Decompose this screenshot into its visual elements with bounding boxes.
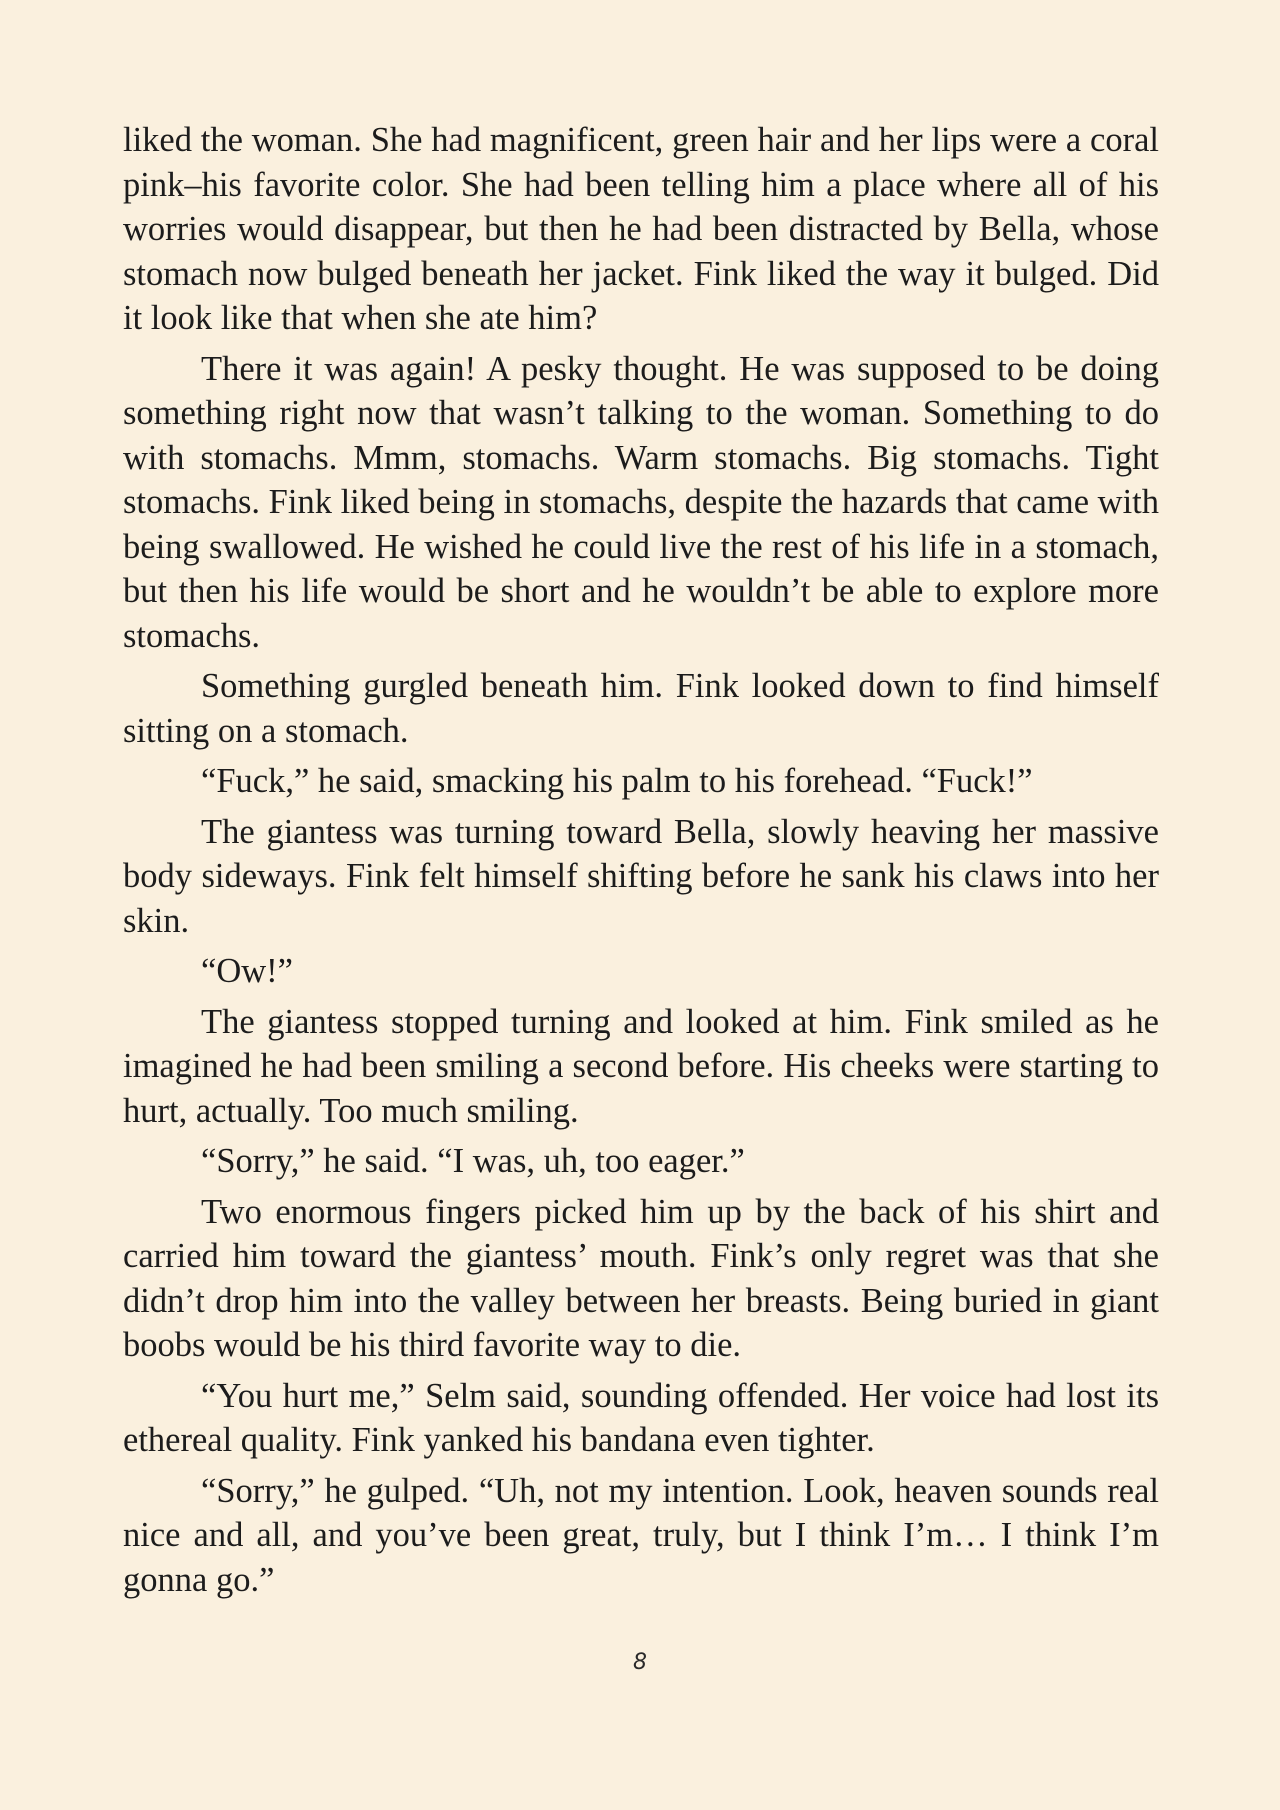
page-number: 8 — [633, 1650, 647, 1675]
paragraph: Something gurgled beneath him. Fink looked down to find himself sitting on a stomach. — [123, 667, 1159, 750]
paragraph: “Ow!” — [201, 952, 293, 990]
paragraph: liked the woman. She had magnificent, green hair and her lips were a coral pink–his favorite color. She had been telling him a place where all of his worries would disappear, but then he had been distracted by Bella, whose stomach now bulged beneath her jacket. Fink liked the way it bulged. Did it look like that when she ate him? — [123, 121, 1159, 337]
paragraph: The giantess was turning toward Bella, slowly heaving her massive body sideways. Fink felt himself shifting before he sank his claws into her skin. — [123, 812, 1159, 940]
page-body — [123, 118, 1159, 1608]
paragraph: “Sorry,” he said. “I was, uh, too eager.” — [201, 1142, 745, 1180]
paragraph: “You hurt me,” Selm said, sounding offended. Her voice had lost its ethereal quality. Fink yanked his bandana even tighter. — [123, 1376, 1159, 1459]
paragraph: “Sorry,” he gulped. “Uh, not my intention. Look, heaven sounds real nice and all, and you’ve been great, truly, but I think I’m… I think I’m gonna go.” — [123, 1471, 1159, 1599]
paragraph: The giantess stopped turning and looked at him. Fink smiled as he imagined he had been smiling a second before. His cheeks were starting to hurt, actually. Too much smiling. — [123, 1002, 1159, 1130]
paragraph: There it was again! A pesky thought. He was supposed to be doing something right now that wasn’t talking to the woman. Something to do with stomachs. Mmm, stomachs. Warm stomachs. Big stomachs. Tight stomachs. Fink liked being in stomachs, despite the hazards that came with being swallowed. He wished he could live the rest of his life in a stomach, but then his life would be short and he wouldn’t be able to explore more stomachs. — [123, 349, 1159, 655]
paragraph: “Fuck,” he said, smacking his palm to his forehead. “Fuck!” — [201, 762, 1033, 800]
paragraph: Two enormous fingers picked him up by the back of his shirt and carried him toward the giantess’ mouth. Fink’s only regret was that she didn’t drop him into the valley between her breasts. Being buried in giant boobs would be his third favorite way to die. — [123, 1192, 1159, 1364]
